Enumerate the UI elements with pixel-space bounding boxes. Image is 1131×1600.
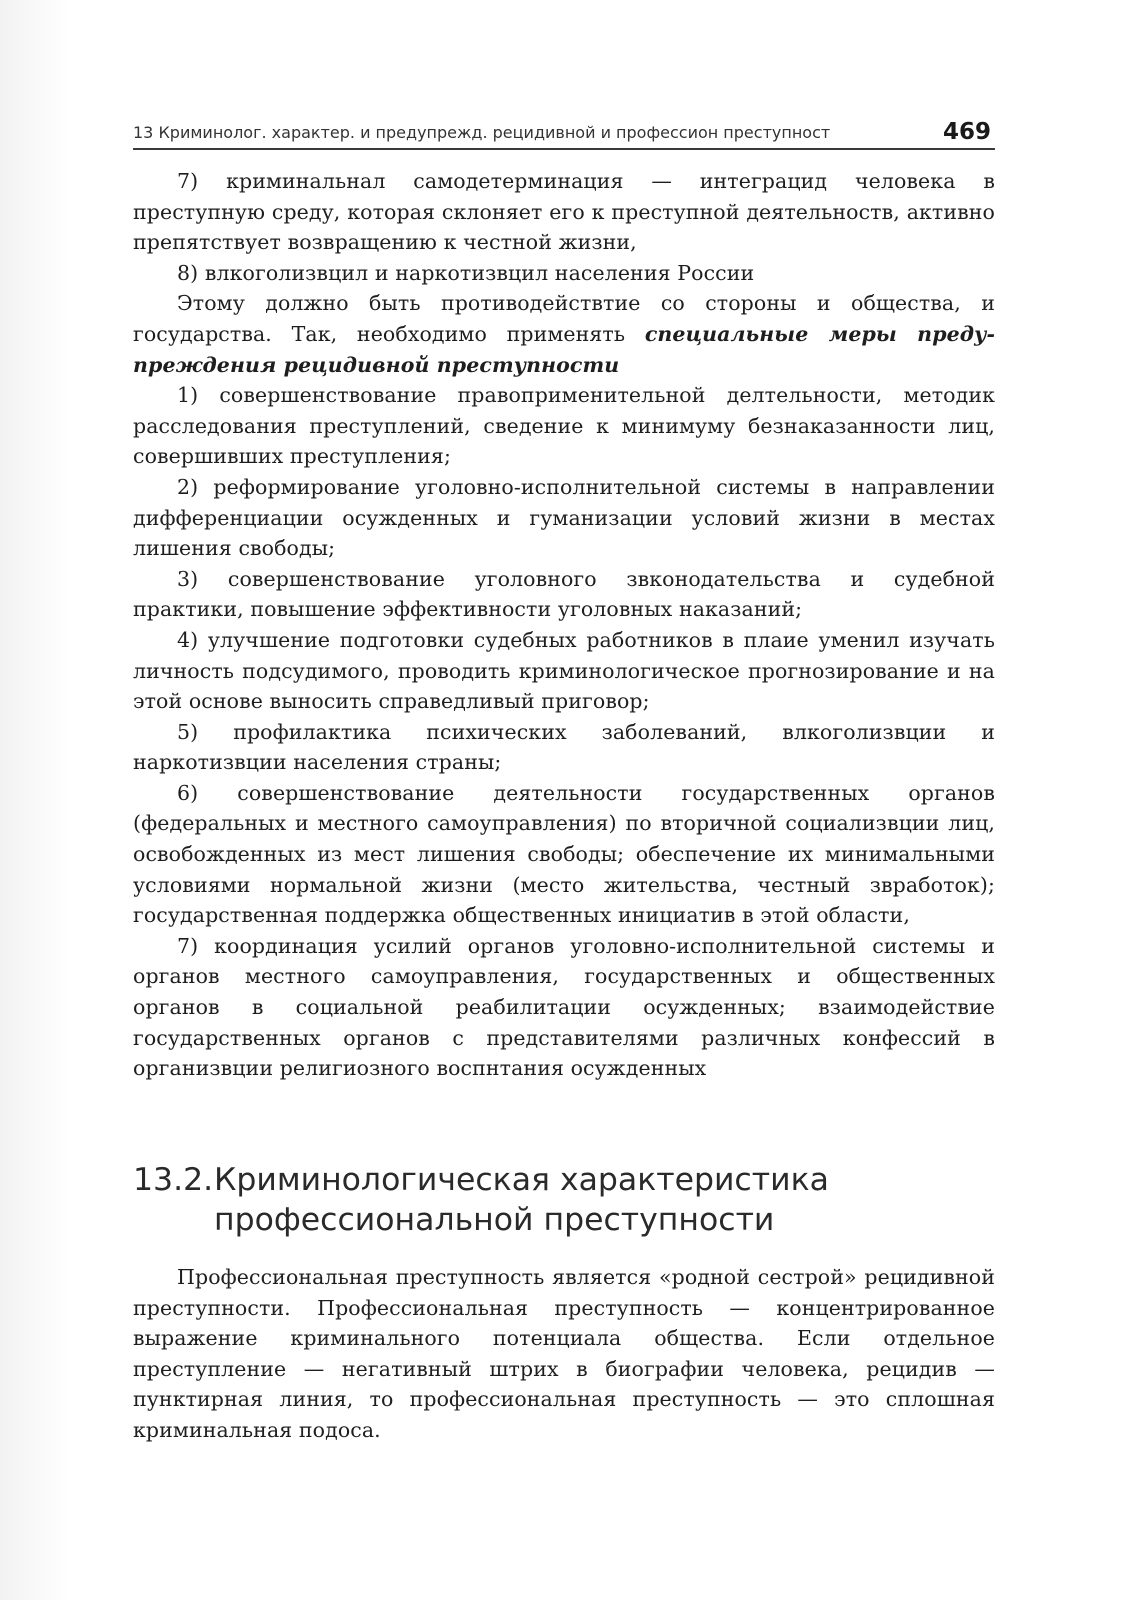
section-heading (133, 1160, 995, 1240)
section-body (133, 1262, 995, 1446)
paragraph-item-8-alcoholization: 8) влкоголизвцил и наркотизвцил населения России (177, 260, 755, 285)
measure-item-6: 6) совершенствование деятельности государственных органов (федеральных и местного самоуправления) по вторичной социализвции лиц, освобожденных из мест лишения свободы; обеспечение их минимальными условиями нормальной жизни (место жительства, честный звработок); государственная поддержка общественных инициатив в этой области, (133, 780, 995, 928)
measure-item-7: 7) координация усилий органов уголовно-исполнительной системы и органов местного самоуправления, государственных и общественных органов в социальной реабилитации осужденных; взаимодействие государственных органов с представителями различных конфессий в организвции религиозного воспнтания осужденных (133, 933, 995, 1081)
body-text (133, 166, 995, 1084)
page-number: 469 (942, 119, 991, 145)
paragraph-item-7-self-determination: 7) криминальнал самодетерминация — интеграцид человека в преступную среду, которая склоняет его к преступной деятельноств, активно препятствует возвращению к честной жизни, (133, 169, 995, 255)
special-measures-emphasis: специальные меры предупреждения рецидивной преступности (133, 321, 995, 377)
section-number: 13.2. (133, 1162, 214, 1198)
running-head-title: 13 Криминолог. характер. и предупрежд. рецидивной и профессион преступност (133, 123, 831, 142)
paragraph-counteraction (133, 288, 995, 380)
measure-item-4: 4) улучшение подготовки судебных работников в плаие уменил изучать личность подсудимого, проводить криминологическое прогнозирование и на этой основе выносить справедливый приговор; (133, 627, 995, 714)
scan-edge-shading (0, 0, 70, 1600)
section-paragraph: Профессиональная преступность является «родной сестрой» рецидивной преступности. Профессиональная преступность — концентрированное выражение криминального потенциала общества. Если отдельное преступление — негативный штрих в биографии человека, рецидив — пунктирная линия, то профессиональная преступность — это сплошная криминальная подоса. (133, 1265, 995, 1442)
measure-item-2: 2) реформирование уголовно-исполнительной системы в направлении дифференциации осужденных и гуманизации условий жизни в местах лишения свободы; (133, 474, 995, 561)
measure-item-1: 1) совершенствование правоприменительной делтельности, методик расследования преступлений, сведение к минимуму безнаказанности лиц, совершивших преступления; (133, 383, 995, 469)
section-title-line1: Криминологическая характеристика (214, 1162, 829, 1198)
running-head (133, 112, 995, 150)
section-title-line2: профессиональной преступности (214, 1202, 775, 1238)
counteraction-text: Этому должно быть противодействтие со стороны и общества, и государства. Так, необходимо применять (133, 291, 995, 346)
measure-item-3: 3) совершенствование уголовного звконодательства и судебной практики, повышение эффективности уголовных наказаний; (133, 566, 995, 622)
measure-item-5: 5) профилактика психических заболеваний, влкоголизвции и наркотизвции населения страны; (133, 719, 995, 775)
